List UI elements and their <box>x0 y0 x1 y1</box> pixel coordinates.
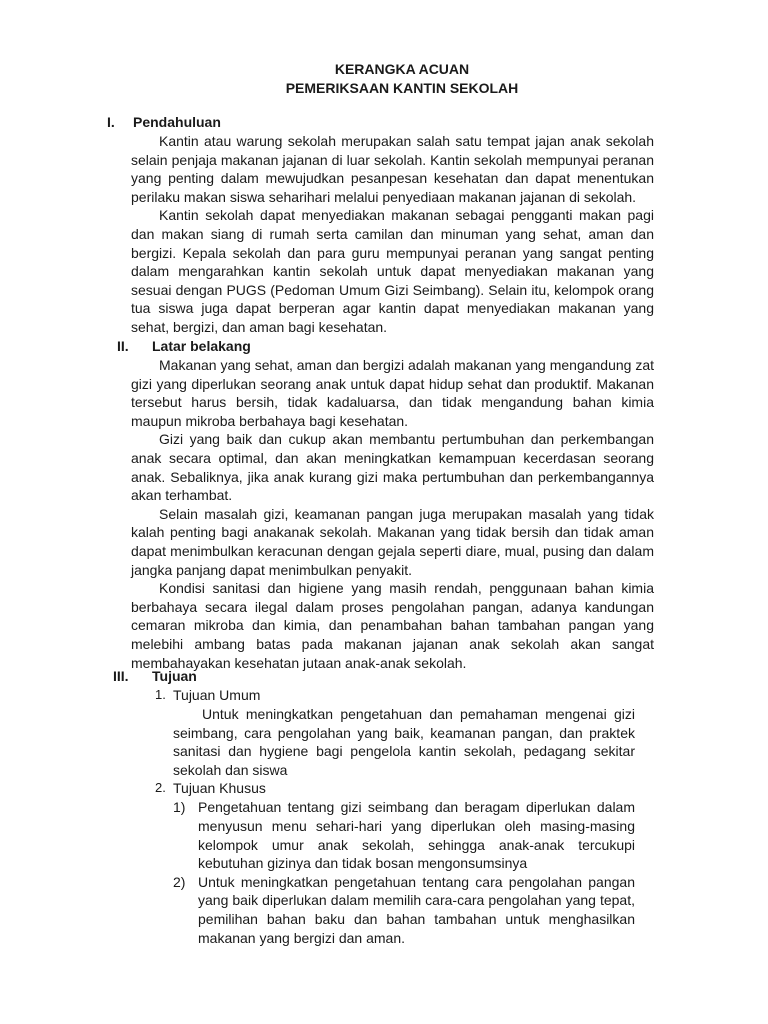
paragraph: Kondisi sanitasi dan higiene yang masih rendah, penggunaan bahan kimia berbahaya secara ilegal dalam proses pengolahan pangan, adanya kandungan cemaran mikroba dan kimia, dan penambahan bahan tambahan pangan yang melebihi ambang batas pada makanan jajanan anak sekolah akan sangat membahayakan kesehatan jutaan anak-anak sekolah. <box>131 580 654 671</box>
paragraph: Kantin sekolah dapat menyediakan makanan sebagai pengganti makan pagi dan makan siang di rumah serta camilan dan minuman yang sehat, aman dan bergizi. Kepala sekolah dan para guru mempunyai peranan yang sangat penting dalam mengarahkan kantin sekolah untuk dapat menyediakan makanan yang sesuai dengan PUGS (Pedoman Umum Gizi Seimbang). Selain itu, kelompok orang tua siswa juga dapat berperan agar kantin dapat menyediakan makanan yang sehat, bergizi, dan aman bagi kesehatan. <box>131 207 654 335</box>
subsection-title: Tujuan Umum <box>173 687 261 703</box>
section-heading <box>107 667 654 686</box>
section-title: Latar belakang <box>152 338 251 354</box>
section-number: I. <box>107 114 115 130</box>
section-tujuan <box>107 667 654 947</box>
section-heading <box>107 337 654 356</box>
subsection-text: Untuk meningkatkan pengetahuan dan pemahaman mengenai gizi seimbang, cara pengolahan yang baik, keamanan pangan, dan praktek sanitasi dan hygiene bagi pengelola kantin sekolah, pedagang sekitar sekolah dan siswa <box>173 706 635 778</box>
section-heading <box>107 113 654 132</box>
section-number: II. <box>117 338 129 354</box>
section-body <box>131 356 654 672</box>
section-pendahuluan <box>107 113 654 337</box>
paragraph: Selain masalah gizi, keamanan pangan juga merupakan masalah yang tidak kalah penting bagi anakanak sekolah. Makanan yang tidak bersih dan tidak aman dapat menimbulkan keracunan dengan gejala seperti diare, mual, pusing dan dalam jangka panjang dapat menimbulkan penyakit. <box>131 505 654 578</box>
section-body <box>131 132 654 337</box>
title-line-1: KERANGKA ACUAN <box>334 61 470 77</box>
list-item-text: Untuk meningkatkan pengetahuan tentang cara pengolahan pangan yang baik diperlukan dalam memilih cara-cara pengolahan yang tepat, pemilihan bahan baku dan bahan tambahan untuk menghasilkan makanan yang bergizi dan aman. <box>198 873 635 946</box>
list-item <box>173 873 635 947</box>
subsection-title: Tujuan Khusus <box>173 780 266 797</box>
document-title <box>0 60 768 98</box>
paragraph: Makanan yang sehat, aman dan bergizi adalah makanan yang mengandung zat gizi yang diperlukan seorang anak untuk dapat hidup sehat dan produktif. Makanan tersebut harus bersih, tidak kadaluarsa, dan tidak mengandung bahan kimia maupun mikroba berbahaya bagi kesehatan. <box>131 357 655 429</box>
paragraph: Gizi yang baik dan cukup akan membantu pertumbuhan dan perkembangan anak secara optimal, dan akan meningkatkan kemampuan kecerdasan seorang anak. Sebaliknya, jika anak kurang gizi maka pertumbuhan dan perkembangannya akan terhambat. <box>131 431 654 504</box>
paragraph: Kantin atau warung sekolah merupakan salah satu tempat jajan anak sekolah selain penjaja makanan jajanan di luar sekolah. Kantin sekolah mempunyai peranan yang penting dalam mewujudkan pesanpesan kesehatan dan dapat menentukan perilaku makan siswa seharihari melalui penyediaan makanan jajanan di sekolah. <box>131 133 654 205</box>
subsection-heading <box>155 779 654 798</box>
section-latar-belakang <box>107 337 654 672</box>
section-title: Pendahuluan <box>133 114 221 130</box>
objective-list <box>173 798 635 947</box>
section-number: III. <box>113 668 129 684</box>
list-item <box>173 798 635 872</box>
subsection-tujuan-khusus <box>155 779 654 947</box>
subsection-number: 2. <box>155 780 166 796</box>
list-item-text: Pengetahuan tentang gizi seimbang dan beragam diperlukan dalam menyusun menu sehari-hari yang diperlukan oleh masing-masing kelompok umur anak sekolah, sehingga anak-anak tercukupi kebutuhan gizinya dan tidak bosan mengonsumsinya <box>198 799 635 872</box>
list-item-number: 1) <box>173 799 186 816</box>
list-item-number: 2) <box>173 873 186 890</box>
subsection-number: 1. <box>155 687 166 702</box>
title-line-2: PEMERIKSAAN KANTIN SEKOLAH <box>285 80 519 96</box>
subsection-heading <box>155 686 654 705</box>
subsection-tujuan-umum <box>155 686 654 779</box>
section-title: Tujuan <box>152 668 197 684</box>
